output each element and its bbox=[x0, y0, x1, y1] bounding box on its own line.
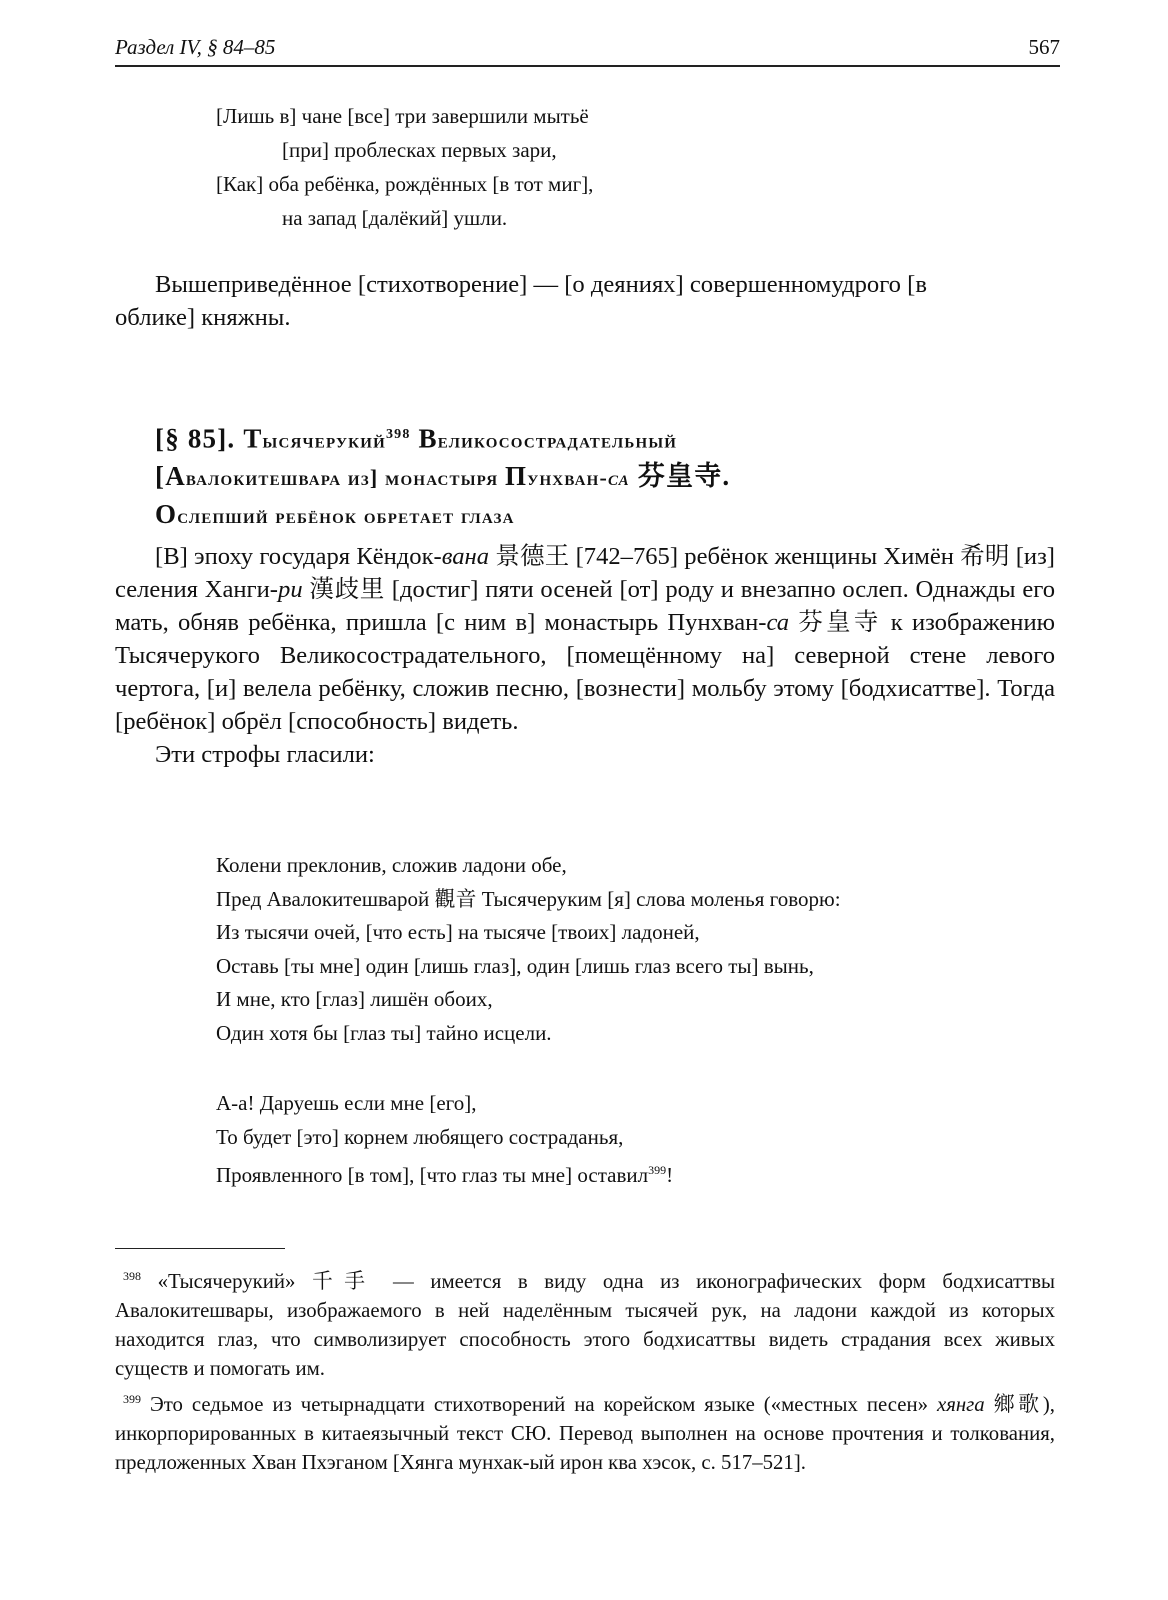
verse-line: Оставь [ты мне] один [лишь глаз], один [лишь глаз всего ты] вынь, bbox=[216, 953, 814, 978]
paragraph-intro-verses: Эти строфы гласили: bbox=[155, 741, 375, 768]
section-heading bbox=[155, 417, 1055, 534]
footnotes bbox=[115, 1262, 1055, 1479]
footnote-398: $^{398}$ «Тысячерукий» 千手 — имеется в виду одна из иконографических форм бодхисаттвы Авалокитешвары, изображаемого в ней наделённым тысячей рук, на ладони каждой из которых находится глаз, что символизирует способность этого бодхисаттвы видеть страдания всех живых существ и помогать им. bbox=[115, 1269, 1055, 1380]
verse-block-2 bbox=[216, 849, 841, 1050]
paragraph-conclusion bbox=[115, 268, 1055, 334]
running-header bbox=[115, 33, 1060, 67]
footnote-number: 398 bbox=[123, 1269, 141, 1283]
verse-block-3 bbox=[216, 1087, 673, 1193]
footnote-number: 399 bbox=[123, 1391, 141, 1406]
verse-line: Из тысячи очей, [что есть] на тысяче [твоих] ладоней, bbox=[216, 920, 700, 944]
verse-line: Один хотя бы [глаз ты] тайно исцели. bbox=[216, 1020, 552, 1045]
verse-line: А-а! Даруешь если мне [его], bbox=[216, 1091, 477, 1115]
verse-line: [при] проблесках первых зари, bbox=[282, 138, 557, 162]
verse-line: И мне, кто [глаз] лишён обоих, bbox=[216, 987, 493, 1011]
section-reference: Раздел IV, § 84–85 bbox=[115, 35, 276, 59]
paragraph-line: облике] княжны. bbox=[115, 304, 291, 331]
verse-line: [Как] оба ребёнка, рождённых [в тот миг], bbox=[216, 172, 594, 196]
verse-line: на запад [далёкий] ушли. bbox=[282, 206, 508, 230]
heading-line-2: [Авалокитешвара из] монастыря Пунхван-са 芬皇寺. bbox=[155, 461, 731, 492]
page-number: 567 bbox=[1028, 35, 1060, 59]
verse-line: Пред Авалокитешварой 觀音 Тысячеруким [я] слова моленья говорю: bbox=[216, 886, 841, 911]
heading-line-1: [§ 85]. Тысячерукий$^{398}$ Великосострадательный bbox=[155, 423, 678, 454]
footnote-ref-398[interactable]: 398 bbox=[385, 427, 411, 442]
paragraph-line: Вышеприведённое [стихотворение] — [о деяниях] совершенномудрого [в bbox=[155, 271, 927, 298]
footnote-399: $^{399}$ Это седьмое из четырнадцати стихотворений на корейском языке («местных песен» хянга 鄉歌), инкорпорированных в китаеязычный текст СЮ. Перевод выполнен на основе прочтения и толкования, предложенных Хван Пхэганом [Хянга мунхак-ый ирон ква хэсок, с. 517–521]. bbox=[115, 1391, 1055, 1474]
footnote-divider bbox=[115, 1248, 285, 1249]
verse-block-1 bbox=[216, 99, 593, 235]
main-paragraph bbox=[115, 540, 1055, 771]
heading-line-3: Ослепший ребёнок обретает глаза bbox=[155, 499, 515, 530]
verse-line: Проявленного [в том], [что глаз ты мне] оставил$^{399}$! bbox=[216, 1163, 674, 1187]
verse-line: То будет [это] корнем любящего состраданья, bbox=[216, 1124, 624, 1149]
verse-line: [Лишь в] чане [все] три завершили мытьё bbox=[216, 104, 589, 128]
paragraph-story: [В] эпоху государя Кёндок-вана 景德王 [742–765] ребёнок женщины Химён 希明 [из] селения Ханги-ри 漢歧里 [достиг] пяти осеней [от] роду и внезапно ослеп. Однажды его мать, обняв ребёнка, пришла [с ним в] монастырь Пунхван-са 芬皇寺 к изображению Тысячерукого Великосострадательного, [помещённому на] северной стене левого чертога, [и] велела ребёнку, сложив песню, [вознести] мольбу этому [бодхисаттве]. Тогда [ребёнок] обрёл [способность] видеть. bbox=[115, 543, 1056, 735]
footnote-ref-399[interactable]: 399 bbox=[648, 1163, 667, 1177]
verse-line: Колени преклонив, сложив ладони обе, bbox=[216, 853, 567, 877]
